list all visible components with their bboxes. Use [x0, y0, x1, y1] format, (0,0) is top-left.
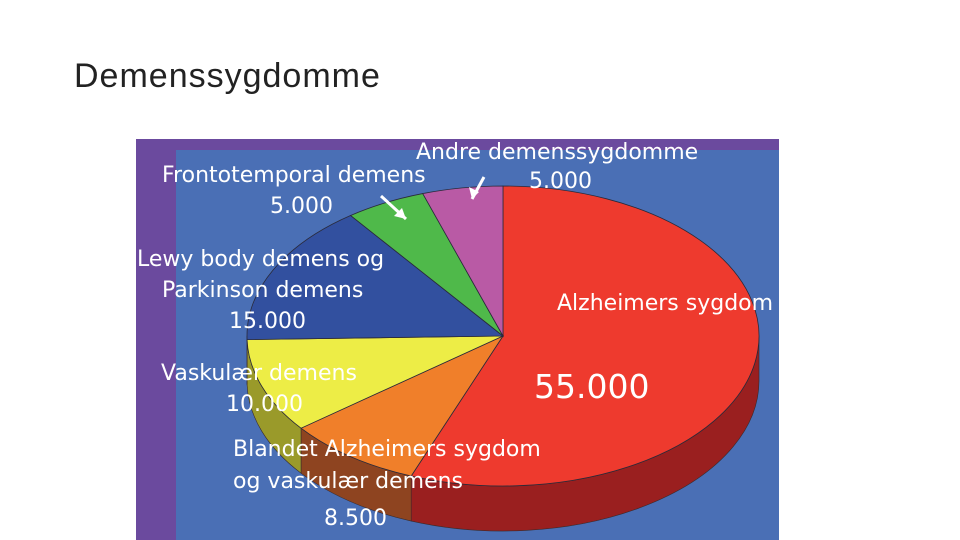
value-lewy: 15.000: [229, 309, 306, 334]
label-alzheimer: Alzheimers sygdom: [557, 291, 774, 316]
value-vaskulaer: 10.000: [226, 392, 303, 417]
label-blandet-line2: og vaskulær demens: [233, 469, 464, 494]
label-vaskulaer: Vaskulær demens: [161, 361, 357, 386]
pie-chart-figure: [136, 139, 779, 540]
value-fronto: 5.000: [270, 194, 333, 219]
slide-title: Demenssygdomme: [74, 57, 381, 95]
label-fronto: Frontotemporal demens: [162, 163, 426, 188]
label-blandet-line1: Blandet Alzheimers sygdom: [233, 437, 541, 462]
label-lewy-line2: Parkinson demens: [162, 278, 364, 303]
pie-chart: [136, 139, 779, 540]
value-andre: 5.000: [529, 169, 592, 194]
value-blandet: 8.500: [324, 506, 387, 531]
value-alzheimer: 55.000: [534, 367, 650, 406]
label-lewy-line1: Lewy body demens og: [137, 247, 385, 272]
label-andre: Andre demenssygdomme: [416, 140, 699, 165]
